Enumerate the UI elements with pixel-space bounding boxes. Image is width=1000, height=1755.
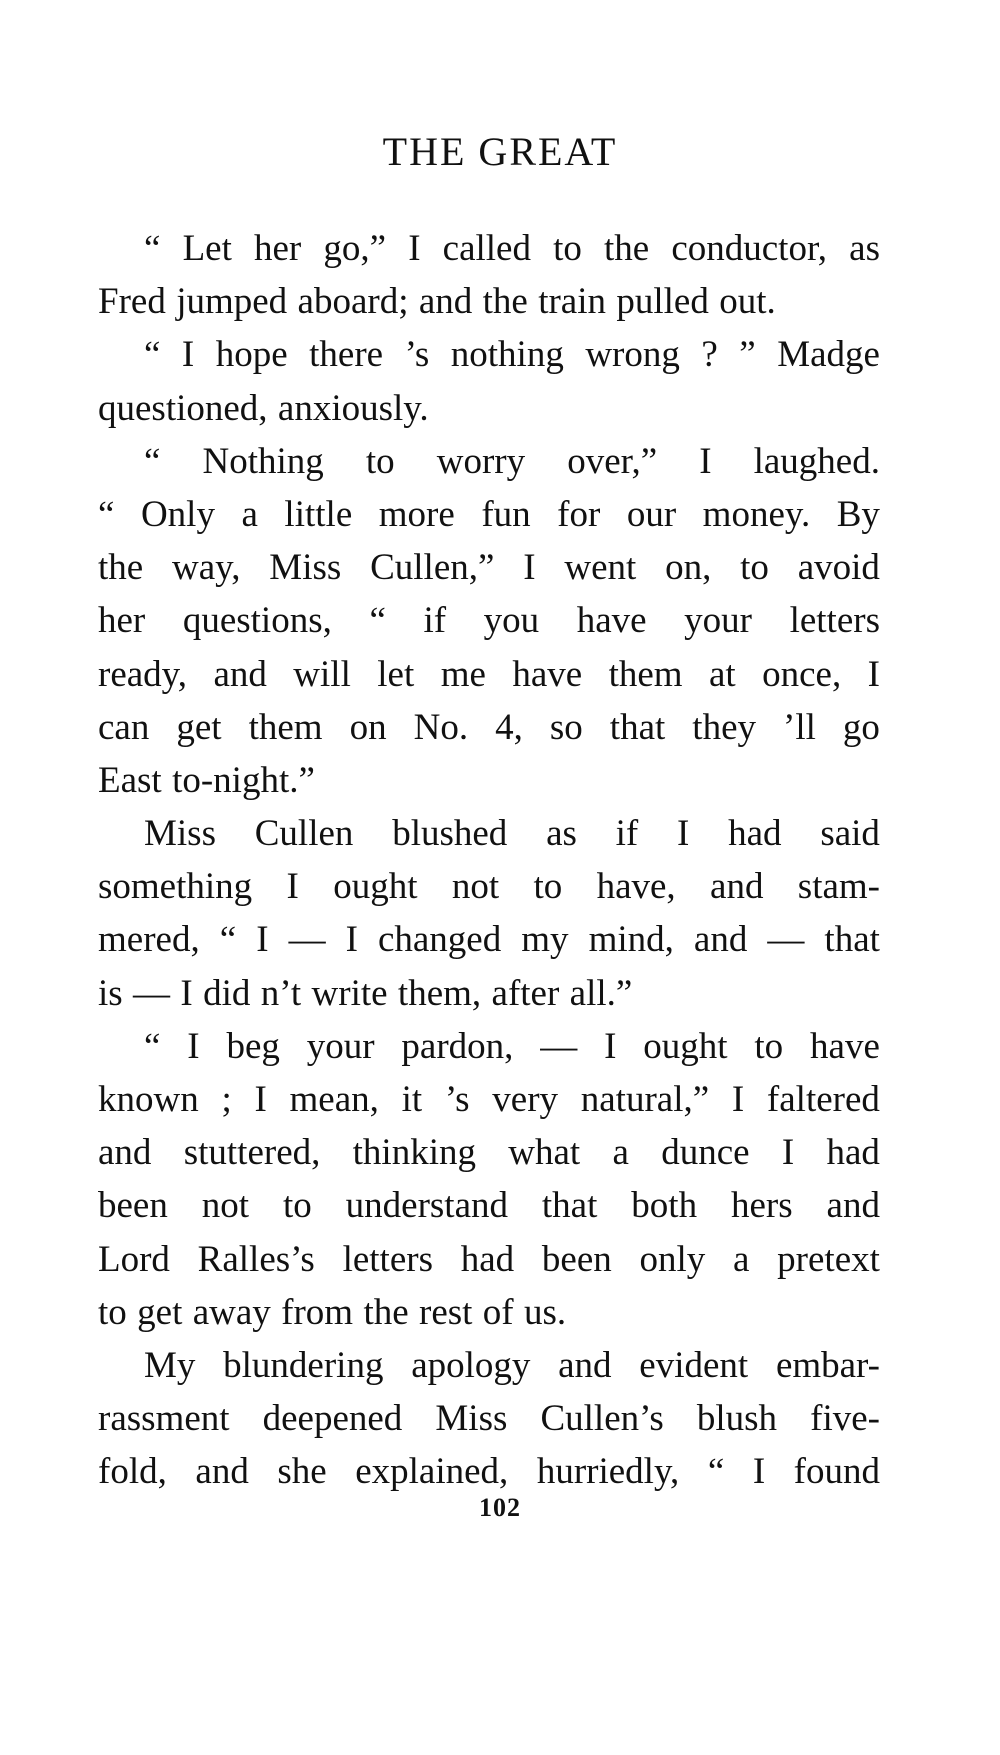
text-line: “ Nothing to worry over,” I laughed. [144, 440, 880, 482]
text-line: Lord Ralles’s letters had been only a pretext [98, 1238, 880, 1280]
text-line: to get away from the rest of us. [98, 1291, 567, 1333]
body-text [98, 222, 880, 1499]
running-head: THE GREAT [382, 129, 618, 174]
text-line: My blundering apology and evident embar- [144, 1344, 880, 1386]
text-line: her questions, “ if you have your letters [98, 600, 880, 642]
text-line: rassment deepened Miss Cullen’s blush five- [98, 1398, 880, 1440]
text-line: the way, Miss Cullen,” I went on, to avoid [98, 547, 880, 589]
text-line: “ Let her go,” I called to the conductor, as [144, 228, 880, 269]
text-line: something I ought not to have, and stam- [98, 866, 880, 908]
text-line: fold, and she explained, hurriedly, “ I found [98, 1451, 880, 1493]
text-line: “ I beg your pardon, — I ought to have [144, 1025, 880, 1067]
text-line: is — I did n’t write them, after all.” [98, 972, 633, 1014]
text-line: “ Only a little more fun for our money. By [98, 493, 880, 535]
text-line: Miss Cullen blushed as if I had said [144, 813, 880, 855]
text-line: been not to understand that both hers and [98, 1185, 880, 1227]
text-line: mered, “ I — I changed my mind, and — that [98, 919, 880, 961]
text-line: ready, and will let me have them at once, I [98, 653, 880, 695]
text-line: Fred jumped aboard; and the train pulled out. [98, 281, 776, 323]
text-line: questioned, anxiously. [98, 387, 429, 429]
text-line: and stuttered, thinking what a dunce I had [98, 1132, 880, 1174]
page-number: 102 [479, 1493, 521, 1522]
text-line: can get them on No. 4, so that they ’ll go [98, 706, 880, 748]
text-line: “ I hope there ’s nothing wrong ? ” Madge [144, 334, 880, 376]
text-line: East to-night.” [98, 759, 315, 801]
text-line: known ; I mean, it ’s very natural,” I faltered [98, 1079, 880, 1120]
